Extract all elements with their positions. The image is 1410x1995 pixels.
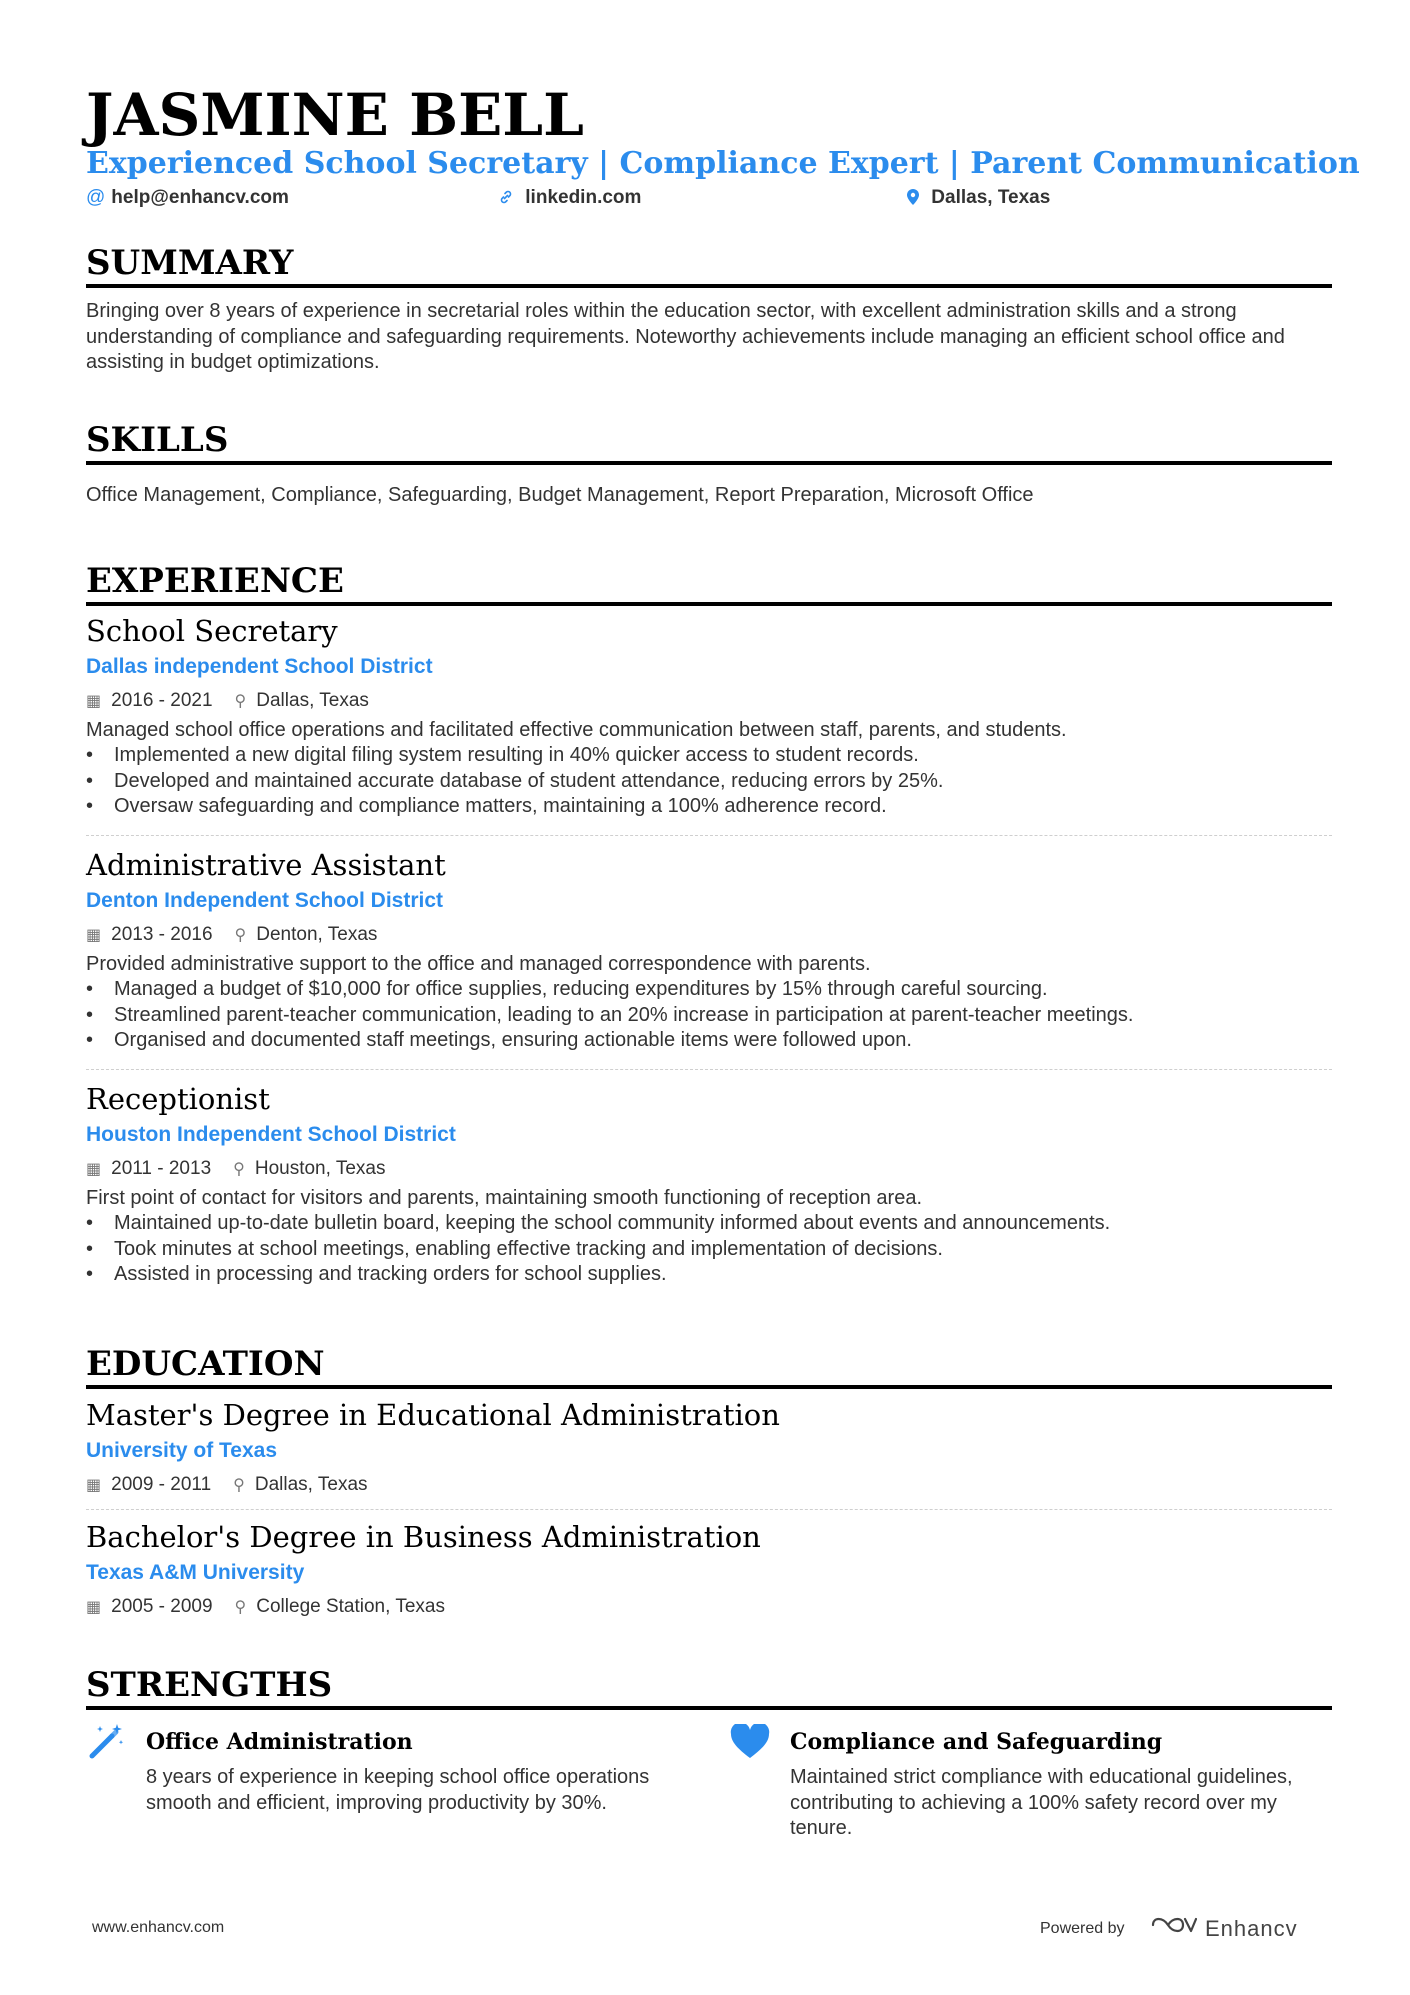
link-icon xyxy=(498,187,519,208)
bullet-item: • Organised and documented staff meetings, ensuring actionable items were followed upon. xyxy=(86,1028,1332,1054)
bullet-item: • Developed and maintained accurate database of student attendance, reducing errors by 25%. xyxy=(86,769,1332,795)
job-bullets xyxy=(86,743,1332,820)
summary-text: Bringing over 8 years of experience in secretarial roles within the education sector, with excellent administration skills and a strong understanding of compliance and safeguarding requirements. Noteworthy achievements include managing an efficient school office and assisting in budget optimizations. xyxy=(86,300,1285,373)
skills-text: Office Management, Compliance, Safeguarding, Budget Management, Report Preparation, Microsoft Office xyxy=(86,484,1034,506)
powered-by-text: Powered by xyxy=(1040,1920,1125,1938)
calendar-icon: ▦ xyxy=(86,1477,102,1494)
education-heading: EDUCATION xyxy=(86,1343,1332,1389)
job-summary: Provided administrative support to the office and managed correspondence with parents. xyxy=(86,953,871,975)
education-dates: 2005 - 2009 xyxy=(111,1596,213,1617)
school-name: Texas A&M University xyxy=(86,1561,305,1584)
job-dates: 2011 - 2013 xyxy=(111,1158,212,1179)
job-bullets xyxy=(86,977,1332,1054)
skills-heading: SKILLS xyxy=(86,419,1332,465)
footer-powered-by[interactable] xyxy=(1040,1914,1298,1944)
job-location: Denton, Texas xyxy=(256,924,378,945)
bullet-item: • Managed a budget of $10,000 for office supplies, reducing expenditures by 15% through careful sourcing. xyxy=(86,977,1332,1003)
job-role: Receptionist xyxy=(86,1082,270,1116)
job-summary: First point of contact for visitors and parents, maintaining smooth functioning of reception area. xyxy=(86,1187,922,1209)
job-dates: 2016 - 2021 xyxy=(111,690,213,711)
location-text: Dallas, Texas xyxy=(931,187,1051,208)
job-meta xyxy=(86,1156,385,1183)
education-dates: 2009 - 2011 xyxy=(111,1474,212,1495)
divider xyxy=(86,1069,1332,1070)
enhancv-logo-icon xyxy=(1151,1914,1197,1944)
candidate-name: JASMINE BELL xyxy=(86,81,584,149)
location-pin-icon: ⚲ xyxy=(234,927,247,944)
brand-name: Enhancv xyxy=(1204,1916,1298,1941)
magic-wand-icon xyxy=(86,1722,126,1762)
bullet-item: • Took minutes at school meetings, enabling effective tracking and implementation of decisions. xyxy=(86,1237,1332,1263)
job-bullets xyxy=(86,1211,1332,1288)
strength-text: Maintained strict compliance with educational guidelines, contributing to achieving a 100% safety record over my tenure. xyxy=(790,1766,1293,1839)
job-summary: Managed school office operations and facilitated effective communication between staff, parents, and students. xyxy=(86,719,1067,741)
education-location: Dallas, Texas xyxy=(254,1474,368,1495)
location-pin-icon: ⚲ xyxy=(234,1599,247,1616)
at-icon: @ xyxy=(86,187,106,208)
location-pin-icon: ⚲ xyxy=(233,1161,245,1178)
bullet-item: • Assisted in processing and tracking orders for school supplies. xyxy=(86,1262,1332,1288)
footer-website[interactable]: www.enhancv.com xyxy=(92,1919,225,1936)
calendar-icon: ▦ xyxy=(86,693,102,710)
candidate-tagline: Experienced School Secretary | Compliance Expert | Parent Communication xyxy=(86,146,1360,181)
bullet-item: • Streamlined parent-teacher communication, leading to an 20% increase in participation at parent-teacher meetings. xyxy=(86,1003,1332,1029)
job-org: Denton Independent School District xyxy=(86,889,444,912)
calendar-icon: ▦ xyxy=(86,1161,102,1178)
job-meta xyxy=(86,688,369,715)
job-location: Dallas, Texas xyxy=(256,690,369,711)
degree-title: Master's Degree in Educational Administration xyxy=(86,1398,780,1432)
job-dates: 2013 - 2016 xyxy=(111,924,213,945)
email-text: help@enhancv.com xyxy=(111,187,289,208)
heart-icon xyxy=(730,1724,770,1764)
bullet-item: • Oversaw safeguarding and compliance matters, maintaining a 100% adherence record. xyxy=(86,794,1332,820)
linkedin-text: linkedin.com xyxy=(525,187,642,208)
job-org: Dallas independent School District xyxy=(86,655,433,678)
job-meta xyxy=(86,922,377,949)
experience-heading: EXPERIENCE xyxy=(86,560,1332,606)
education-location: College Station, Texas xyxy=(256,1596,445,1617)
divider xyxy=(86,1509,1332,1510)
strength-text: 8 years of experience in keeping school office operations smooth and efficient, improving productivity by 30%. xyxy=(146,1766,650,1814)
divider xyxy=(86,835,1332,836)
degree-title: Bachelor's Degree in Business Administration xyxy=(86,1520,761,1554)
education-meta xyxy=(86,1594,445,1621)
strength-title: Office Administration xyxy=(146,1729,413,1755)
job-location: Houston, Texas xyxy=(254,1158,386,1179)
location-pin-icon: ⚲ xyxy=(234,693,247,710)
calendar-icon: ▦ xyxy=(86,927,102,944)
contact-email[interactable] xyxy=(86,185,289,211)
job-role: Administrative Assistant xyxy=(86,848,446,882)
school-name: University of Texas xyxy=(86,1439,278,1462)
location-pin-icon: ⚲ xyxy=(233,1477,245,1494)
education-meta xyxy=(86,1472,368,1499)
job-role: School Secretary xyxy=(86,614,338,648)
contact-location xyxy=(906,185,1050,211)
calendar-icon: ▦ xyxy=(86,1599,102,1616)
bullet-item: • Implemented a new digital filing system resulting in 40% quicker access to student records. xyxy=(86,743,1332,769)
bullet-item: • Maintained up-to-date bulletin board, keeping the school community informed about events and announcements. xyxy=(86,1211,1332,1237)
contact-linkedin[interactable] xyxy=(498,185,641,211)
summary-heading: SUMMARY xyxy=(86,242,1332,288)
strengths-heading: STRENGTHS xyxy=(86,1664,1332,1710)
location-pin-icon xyxy=(906,187,925,208)
job-org: Houston Independent School District xyxy=(86,1123,456,1146)
strength-title: Compliance and Safeguarding xyxy=(790,1729,1163,1755)
